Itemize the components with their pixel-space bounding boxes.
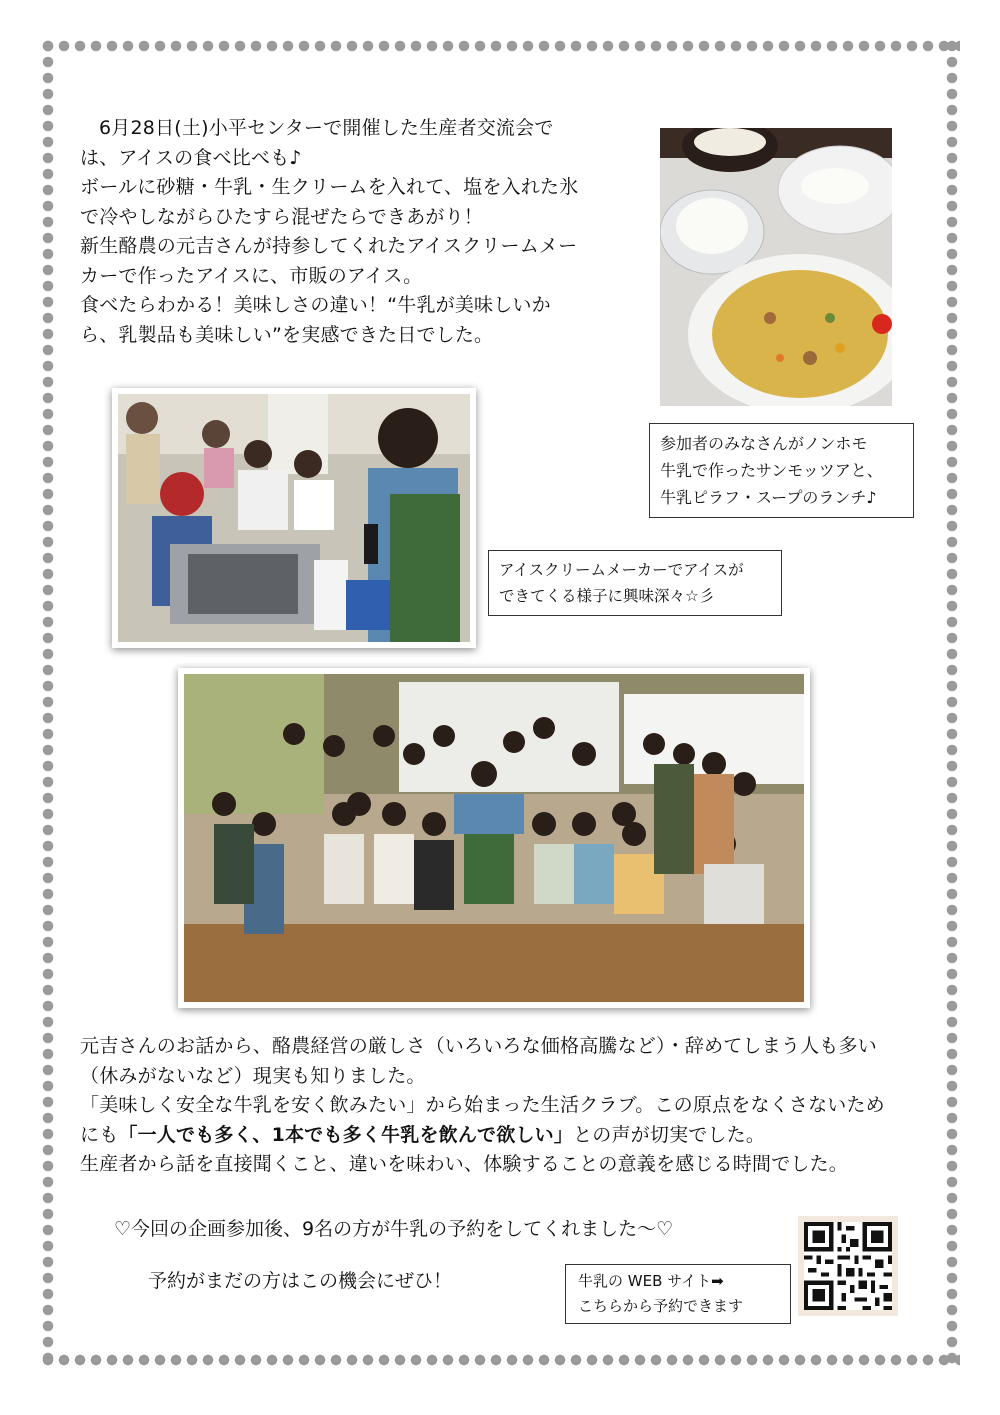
intro-line: で冷やしながらひたすら混ぜたらできあがり！ <box>80 205 484 228</box>
frame-border-bottom <box>40 1352 960 1368</box>
body-line: 生産者から話を直接聞くこと、違いを味わい、体験することの意義を感じる時間でした。 <box>80 1153 849 1175</box>
web-site-reserve-label: こちらから予約できます <box>578 1297 744 1315</box>
body-line: 元吉さんのお話から、酪農経営の厳しさ（いろいろな価格高騰など）・辞めてしまう人も多い <box>80 1035 877 1057</box>
web-site-box[interactable] <box>565 1264 791 1324</box>
group-photo <box>178 668 810 1008</box>
frame-border-top <box>40 38 960 54</box>
intro-line: 食べたらわかる！美味しさの違い！“牛乳が美味しいか <box>80 294 551 316</box>
qr-code[interactable] <box>798 1216 898 1316</box>
caption-line: 参加者のみなさんがノンホモ <box>660 434 868 453</box>
caption-line: 牛乳で作ったサンモッツアと、 <box>660 461 883 480</box>
intro-line: カーで作ったアイスに、市販のアイス。 <box>80 264 423 287</box>
intro-line: 新生酪農の元吉さんが持参してくれたアイスクリームメー <box>80 235 578 257</box>
web-site-label: 牛乳の WEB サイト➡ <box>578 1272 724 1290</box>
body-line: （休みがないなど）現実も知りました。 <box>80 1064 426 1087</box>
body-line-emphasis: 「一人でも多く、1本でも多く牛乳を飲んで欲しい」 <box>118 1123 574 1146</box>
intro-line: は、アイスの食べ比べも♪ <box>80 146 302 169</box>
ice-cream-maker-photo <box>112 388 476 648</box>
body-line-post: との声が切実でした。 <box>573 1123 766 1146</box>
intro-line: 6月28日(土)小平センターで開催した生産者交流会で <box>99 117 554 139</box>
caption-line: 牛乳ピラフ・スープのランチ♪ <box>660 488 877 507</box>
caption-line: アイスクリームメーカーでアイスが <box>499 561 744 579</box>
intro-text <box>80 114 640 350</box>
body-line <box>80 1121 950 1151</box>
body-text <box>80 1032 950 1180</box>
frame-border-left <box>40 38 56 1368</box>
body-line: 「美味しく安全な牛乳を安く飲みたい」から始まった生活クラブ。この原点をなくさないため <box>80 1094 885 1116</box>
lunch-food-photo <box>654 122 898 412</box>
intro-line: ボールに砂糖・牛乳・生クリームを入れて、塩を入れた氷 <box>80 176 579 198</box>
body-line-pre: にも <box>80 1123 119 1146</box>
food-photo-caption <box>649 423 914 518</box>
reservation-call-to-action: 予約がまだの方はこの機会にぜひ！ <box>148 1270 453 1292</box>
kitchen-photo-caption <box>488 550 782 616</box>
intro-line: ら、乳製品も美味しい”を実感できた日でした。 <box>80 323 494 346</box>
caption-line: できてくる様子に興味深々☆彡 <box>499 587 715 605</box>
reservation-notice: ♡今回の企画参加後、9名の方が牛乳の予約をしてくれました～♡ <box>114 1218 674 1240</box>
